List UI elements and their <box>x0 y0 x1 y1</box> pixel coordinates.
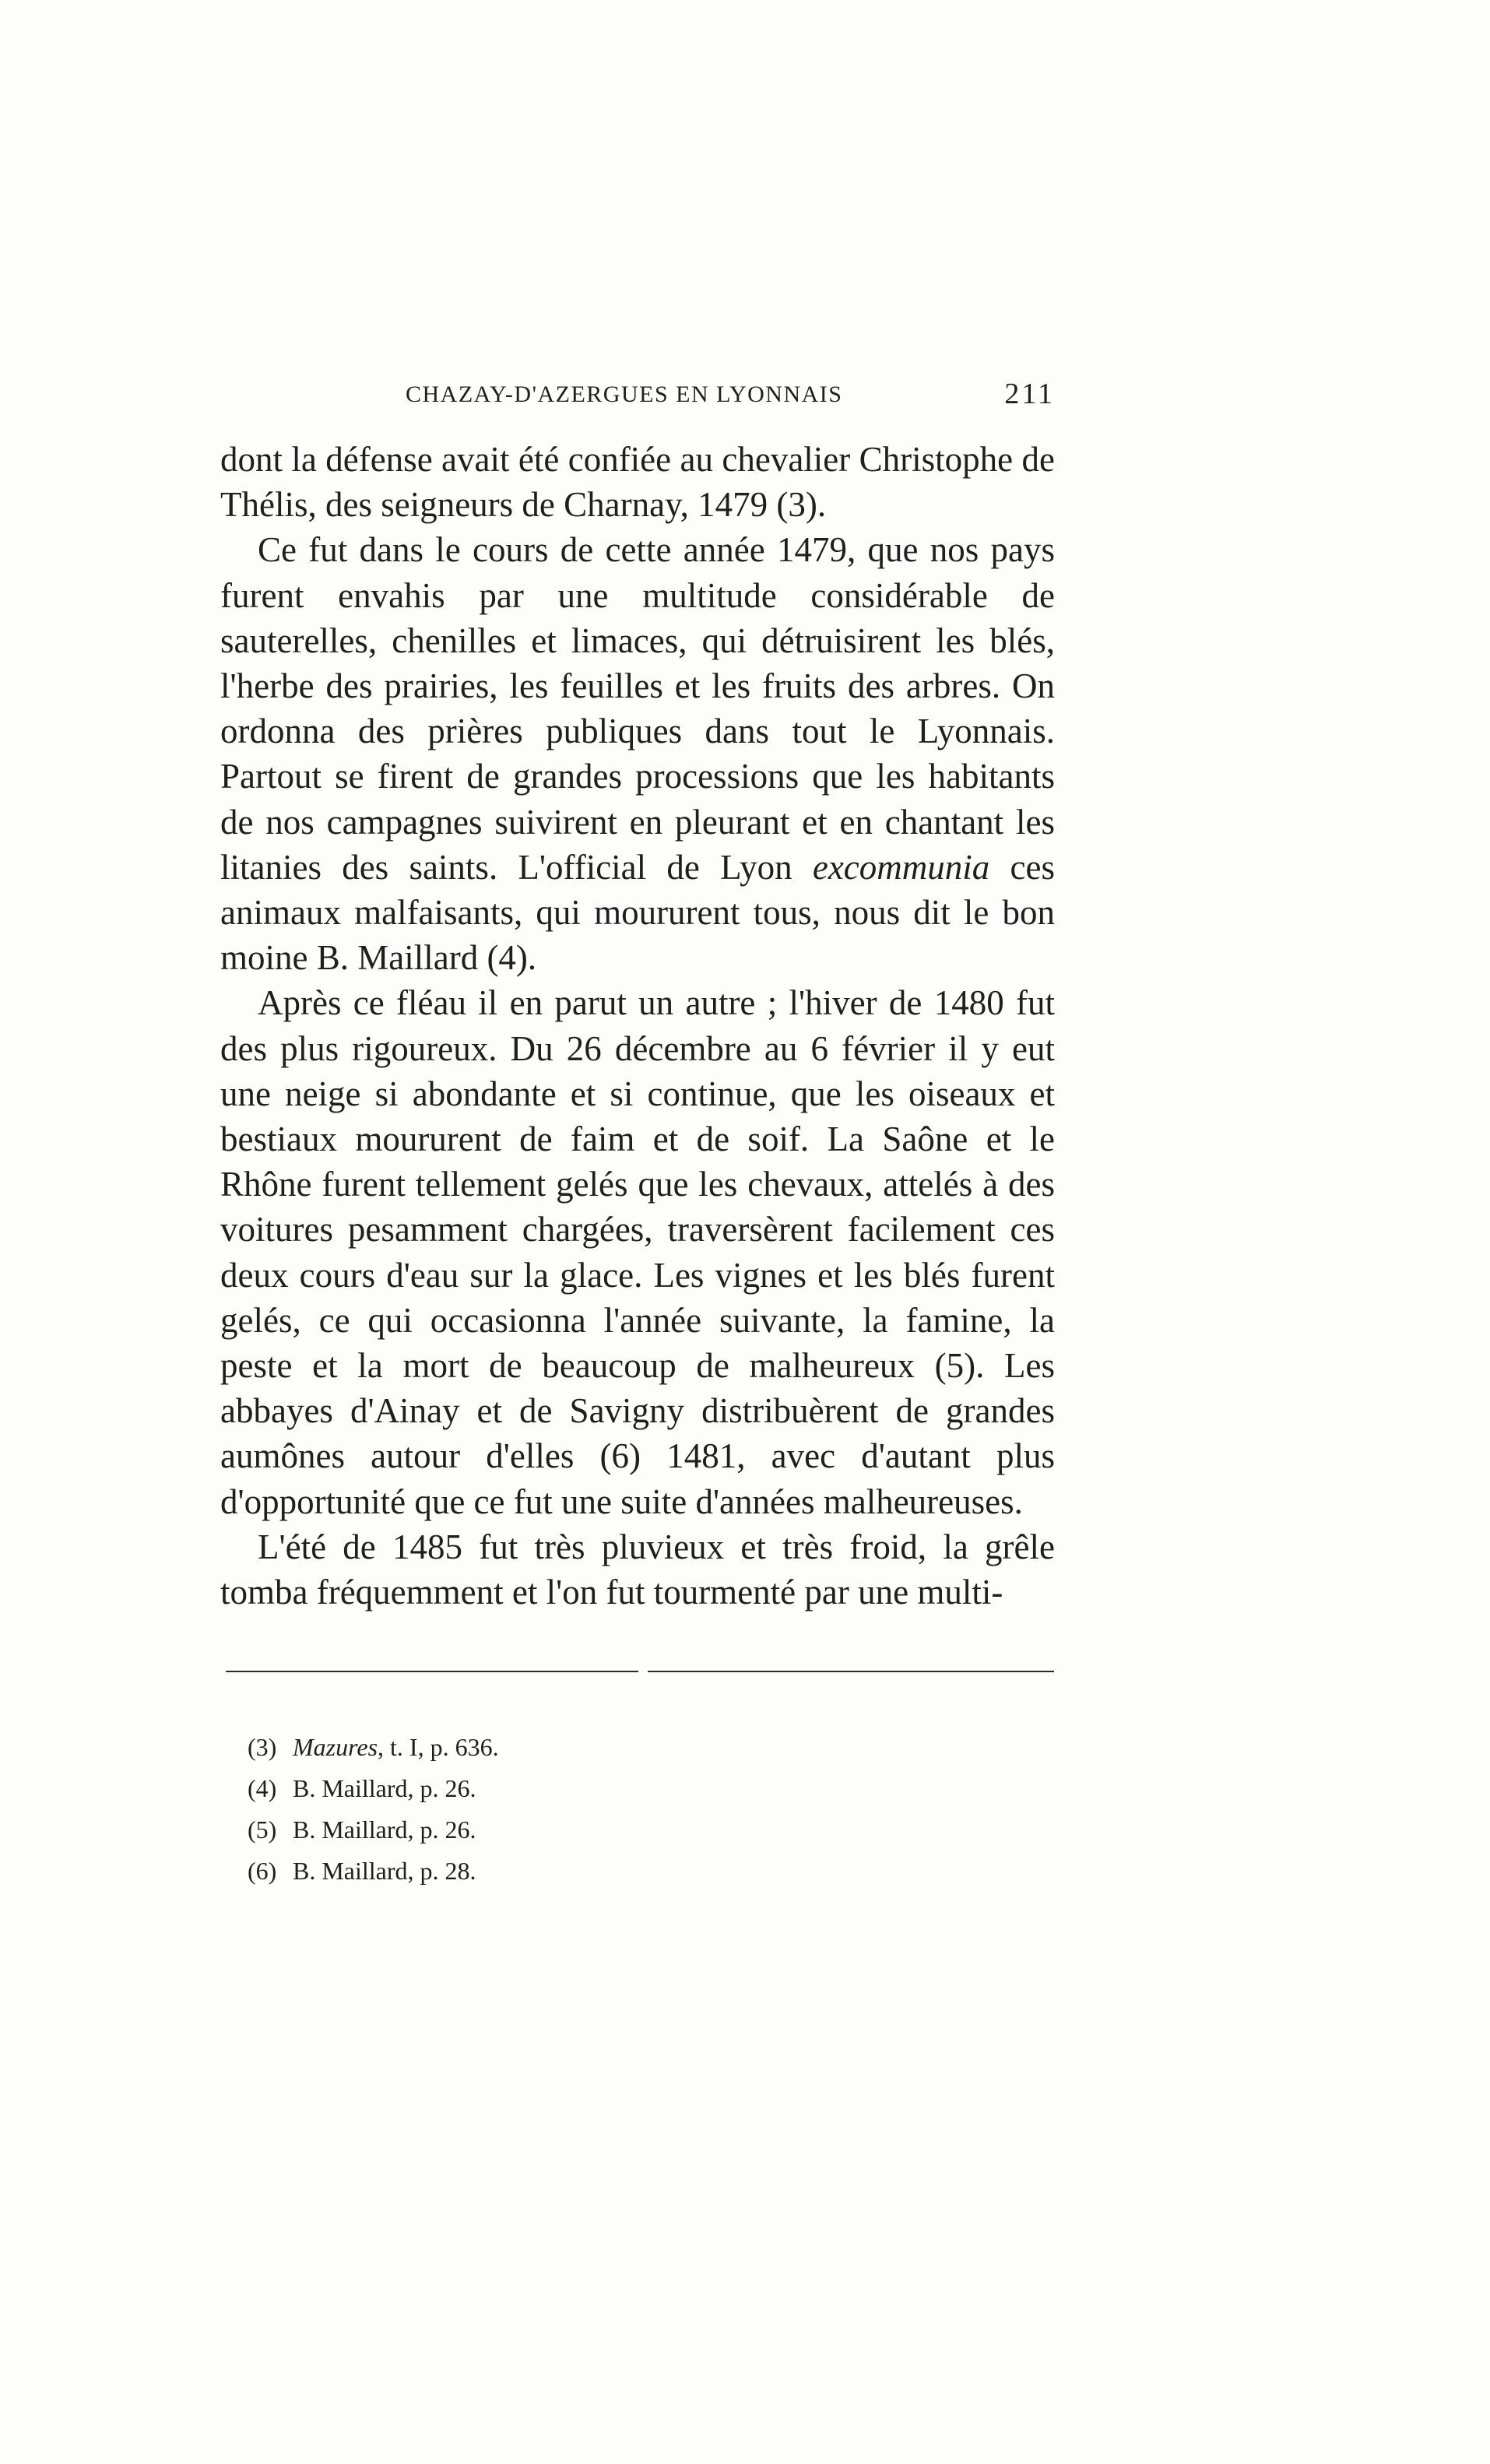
running-title: CHAZAY-D'AZERGUES EN LYONNAIS <box>406 381 843 407</box>
footnote-text: , t. I, p. 636. <box>378 1733 499 1761</box>
footnote-source: Mazures <box>293 1733 378 1761</box>
page-header <box>220 377 1055 424</box>
footnote-number: (3) <box>248 1733 277 1761</box>
paragraph-1: dont la défense avait été confiée au chevalier Christophe de Thélis, des seigneurs de Charnay, 1479 (3). <box>220 440 1055 525</box>
footnote-rule-right <box>648 1671 1054 1672</box>
body-text <box>220 437 1055 1615</box>
footnote-number: (6) <box>248 1857 277 1885</box>
footnote-text: B. Maillard, p. 28. <box>293 1857 476 1885</box>
italic-term: excommunia <box>812 847 990 887</box>
footnote-rule-left <box>226 1671 638 1672</box>
footnote-number: (5) <box>248 1815 277 1844</box>
footnote <box>248 1809 948 1851</box>
paragraph-2-text-b: ces animaux malfaisants, qui moururent tous, nous dit le bon moine B. Maillard (4). <box>220 847 1055 978</box>
page-number: 211 <box>1004 378 1055 410</box>
footnote-text: B. Maillard, p. 26. <box>293 1774 476 1802</box>
footnote-number: (4) <box>248 1774 277 1802</box>
paragraph-2 <box>220 527 1055 980</box>
paragraph-3: Après ce fléau il en parut un autre ; l'hiver de 1480 fut des plus rigoureux. Du 26 décembre au 6 février il y eut une neige si abondante et si continue, que les oiseaux et bestiaux moururent de faim et de soif. La Saône et le Rhône furent tellement gelés que les chevaux, attelés à des voitures pesamment chargées, traversèrent facilement ces deux cours d'eau sur la glace. Les vignes et les blés furent gelés, ce qui occasionna l'année suivante, la famine, la peste et la mort de beaucoup de malheureux (5). Les abbayes d'Ainay et de Savigny distribuèrent de grandes aumônes autour d'elles (6) 1481, avec d'autant plus d'opportunité que ce fut une suite d'années malheureuses. <box>220 983 1055 1521</box>
paragraph-2-text-a: Ce fut dans le cours de cette année 1479, que nos pays furent envahis par une multitude considérable de sauterelles, chenilles et limaces, qui détruisirent les blés, l'herbe des prairies, les feuilles et les fruits des arbres. On ordonna des prières publiques dans tout le Lyonnais. Partout se firent de grandes processions que les habitants de nos campagnes suivirent en pleurant et en chantant les litanies des saints. L'official de Lyon <box>220 530 1055 887</box>
footnote <box>248 1851 948 1892</box>
paragraph-4: L'été de 1485 fut très pluvieux et très froid, la grêle tomba fréquemment et l'on fut tourmenté par une multi- <box>220 1527 1055 1612</box>
footnotes <box>248 1727 948 1892</box>
footnote-text: B. Maillard, p. 26. <box>293 1815 476 1844</box>
footnote <box>248 1727 948 1768</box>
footnote <box>248 1768 948 1809</box>
